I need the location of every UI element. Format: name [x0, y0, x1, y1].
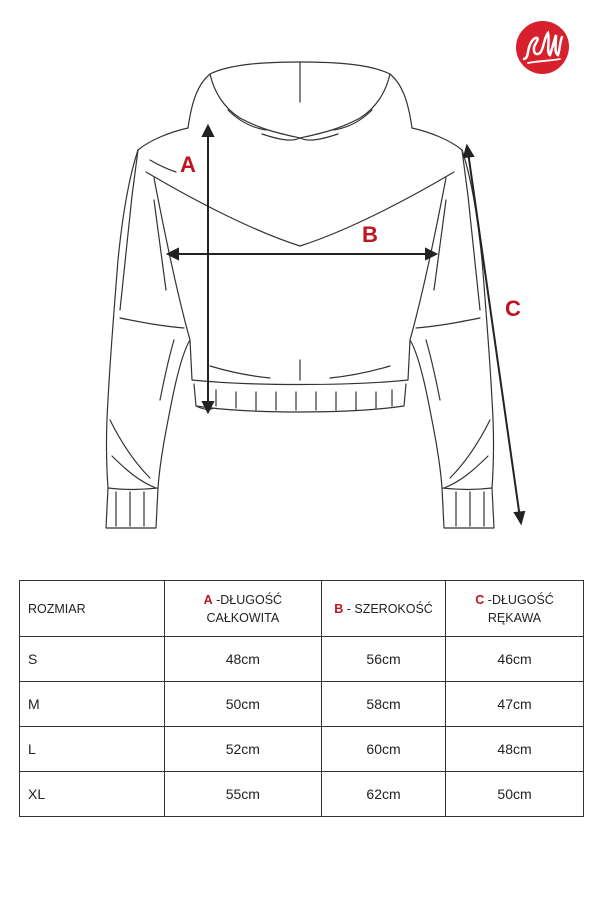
cell-a: 48cm: [164, 637, 321, 682]
marker-a: A: [180, 152, 196, 177]
header-b: [322, 581, 446, 637]
header-b-letter: B: [334, 601, 344, 616]
header-a-letter: A: [203, 592, 213, 607]
header-c-line1: -DŁUGOŚĆ: [487, 592, 554, 607]
table-header-row: [20, 581, 584, 637]
header-size-label: ROZMIAR: [28, 601, 86, 616]
arrow-a-top: [203, 126, 213, 136]
arrow-b-right: [426, 249, 436, 259]
arrow-c-bottom: [515, 512, 524, 523]
marker-b: B: [362, 222, 378, 247]
cell-a: 50cm: [164, 682, 321, 727]
header-c: [446, 581, 584, 637]
header-size: [20, 581, 165, 637]
cell-b: 62cm: [322, 772, 446, 817]
cell-b: 56cm: [322, 637, 446, 682]
measurement-lines: [168, 126, 524, 523]
header-a-line2: CAŁKOWITA: [206, 610, 280, 625]
table-row: [20, 682, 584, 727]
cell-c: 48cm: [446, 727, 584, 772]
cell-size: S: [20, 637, 165, 682]
header-a-line1: -DŁUGOŚĆ: [216, 592, 283, 607]
cell-a: 55cm: [164, 772, 321, 817]
cell-c: 46cm: [446, 637, 584, 682]
header-c-letter: C: [475, 592, 485, 607]
arrow-c-top: [464, 146, 473, 157]
arrow-b-left: [168, 249, 178, 259]
table-row: [20, 772, 584, 817]
cell-size: M: [20, 682, 165, 727]
cell-b: 60cm: [322, 727, 446, 772]
cell-c: 47cm: [446, 682, 584, 727]
cell-size: XL: [20, 772, 165, 817]
cell-size: L: [20, 727, 165, 772]
cell-c: 50cm: [446, 772, 584, 817]
hoodie-outline: [106, 62, 494, 528]
arrow-a-bottom: [203, 402, 213, 412]
table-row: [20, 637, 584, 682]
table-row: [20, 727, 584, 772]
header-b-text: - SZEROKOŚĆ: [346, 601, 433, 616]
cell-a: 52cm: [164, 727, 321, 772]
measure-line-c: [468, 152, 520, 518]
marker-c: C: [505, 296, 521, 321]
size-table: [19, 580, 584, 817]
header-a: [164, 581, 321, 637]
header-c-line2: RĘKAWA: [487, 610, 542, 625]
cell-b: 58cm: [322, 682, 446, 727]
